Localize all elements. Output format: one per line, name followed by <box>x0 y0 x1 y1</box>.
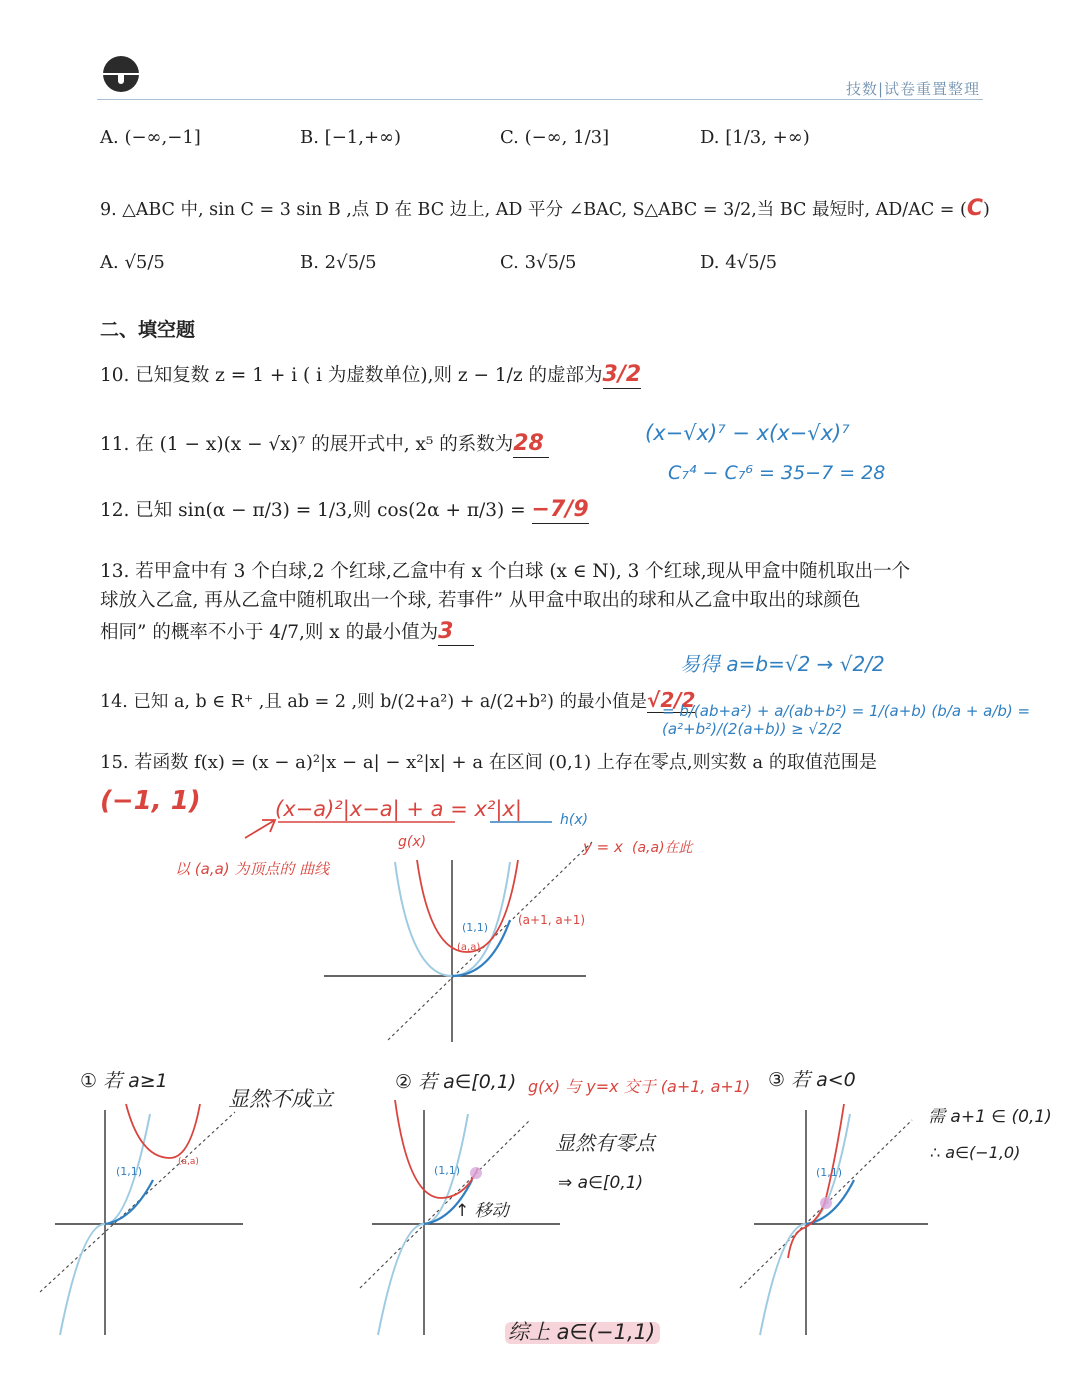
q14 <box>100 688 695 713</box>
case3-note-2: ∴ a∈(−1,0) <box>930 1143 1021 1162</box>
case1-pt-aa: (a,a) <box>178 1157 199 1167</box>
q10 <box>100 362 641 389</box>
sketch-line-label: y = x <box>583 838 623 856</box>
sketch-g-label: g(x) <box>398 834 427 850</box>
q8-option-b: B. [−1,+∞) <box>300 127 402 148</box>
q9-stem: 9. △ABC 中, sin C = 3 sin B ,点 D 在 BC 边上, AD 平分 ∠BAC, S△ABC = 3/2,当 BC 最短时, AD/AC = ( <box>100 200 967 220</box>
q11-note-1: (x−√x)⁷ − x(x−√x)⁷ <box>645 421 850 445</box>
header-divider <box>97 99 983 100</box>
q10-text: 10. 已知复数 z = 1 + i ( i 为虚数单位),则 z − 1/z 的虚部为 <box>100 365 603 386</box>
q13-line-1: 13. 若甲盒中有 3 个白球,2 个红球,乙盒中有 x 个白球 (x ∈ N), 3 个红球,现从甲盒中随机取出一个 <box>100 561 911 582</box>
case3-red-curve <box>788 1104 844 1258</box>
q9-option-c: C. 3√5/5 <box>500 252 577 273</box>
q14-answer: √2/2 <box>647 688 696 712</box>
case1-red-curve <box>126 1104 200 1158</box>
q12 <box>100 497 589 524</box>
q14-text: 14. 已知 a, b ∈ R⁺ ,且 ab = 2 ,则 b/(2+a²) + a/(2+b²) 的最小值是 <box>100 692 647 712</box>
case3-note-1: 需 a+1 ∈ (0,1) <box>928 1107 1052 1127</box>
sketch-pt-a1: (a+1, a+1) <box>518 913 586 927</box>
q9-answer: C <box>966 196 983 221</box>
case2-title: ② 若 a∈[0,1) <box>395 1071 517 1093</box>
q13-line-2: 球放入乙盒, 再从乙盒中随机取出一个球, 若事件” 从甲盒中取出的球和从乙盒中取出的球颜色 <box>100 590 861 611</box>
case2-move-note: ↑ 移动 <box>455 1201 509 1221</box>
q12-answer: −7/9 <box>532 497 589 524</box>
q9-option-d: D. 4√5/5 <box>700 252 778 273</box>
case3-pt-11: (1,1) <box>816 1166 843 1179</box>
case1-blue-curve <box>105 1180 153 1224</box>
q9-text <box>100 196 990 222</box>
q13-text: 相同” 的概率不小于 4/7,则 x 的最小值为 <box>100 622 439 643</box>
q9-option-a: A. √5/5 <box>100 252 165 273</box>
logo <box>103 56 139 92</box>
q13-answer: 3 <box>438 619 474 646</box>
q11 <box>100 431 549 458</box>
case3-title: ③ 若 a<0 <box>768 1069 856 1091</box>
case2-note-1: 显然有零点 <box>555 1131 655 1155</box>
case3-intersection-marker <box>820 1197 832 1209</box>
q15-text: 15. 若函数 f(x) = (x − a)²|x − a| − x²|x| + a 在区间 (0,1) 上存在零点,则实数 a 的取值范围是 <box>100 752 877 773</box>
case1-title: ① 若 a≥1 <box>80 1070 168 1092</box>
header-title: 技数|试卷重置整理 <box>845 80 980 98</box>
case2-intersection-marker <box>470 1167 482 1179</box>
q14-note-1: 易得 a=b=√2 → √2/2 <box>680 652 885 676</box>
sketch-arrow <box>245 820 275 838</box>
q8-option-d: D. [1/3, +∞) <box>700 127 810 148</box>
q8-option-a: A. (−∞,−1] <box>100 127 201 148</box>
case2-sketch <box>360 1060 751 1350</box>
case2-title-note: g(x) 与 y=x 交于 (a+1, a+1) <box>528 1077 751 1096</box>
sketch-line-note: (a,a)在此 <box>632 840 693 856</box>
sketch-pt-aa: (a,a) <box>457 942 481 953</box>
case2-pt-11: (1,1) <box>434 1164 461 1177</box>
sketch-pt-11: (1,1) <box>462 921 489 934</box>
sketch-h-label: h(x) <box>560 812 589 828</box>
case2-note-2: ⇒ a∈[0,1) <box>558 1173 644 1193</box>
q14-note-2: = b/(ab+a²) + a/(ab+b²) = 1/(a+b) (b/a + a/b) = (a²+b²)/(2(a+b)) ≥ √2/2 <box>662 702 1031 738</box>
case3-sketch <box>740 1060 1080 1350</box>
sketch-equation: (x−a)²|x−a| + a = x²|x| <box>275 797 522 821</box>
q13-line-3 <box>100 619 474 646</box>
q9-option-b: B. 2√5/5 <box>300 252 377 273</box>
conclusion: 综上 a∈(−1,1) <box>508 1320 656 1344</box>
case1-pt-11: (1,1) <box>116 1165 143 1178</box>
q12-text: 12. 已知 sin(α − π/3) = 1/3,则 cos(2α + π/3) = <box>100 500 526 521</box>
q11-note-2: C₇⁴ − C₇⁶ = 35−7 = 28 <box>668 462 886 484</box>
q11-text: 11. 在 (1 − x)(x − √x)⁷ 的展开式中, x⁵ 的系数为 <box>100 434 514 455</box>
q10-answer: 3/2 <box>603 362 642 389</box>
case1-sketch <box>30 1060 360 1350</box>
q8-option-c: C. (−∞, 1/3] <box>500 127 610 148</box>
case2-red-curve <box>395 1100 478 1198</box>
main-sketch <box>0 780 1080 1050</box>
section-title: 二、填空题 <box>100 319 196 341</box>
q15-answer: (−1, 1) <box>100 786 201 816</box>
q11-answer: 28 <box>513 431 549 458</box>
case1-note: 显然不成立 <box>228 1087 333 1111</box>
q9-close: ) <box>983 200 990 220</box>
sketch-vertex-note: 以 (a,a) 为顶点的 曲线 <box>175 860 330 878</box>
